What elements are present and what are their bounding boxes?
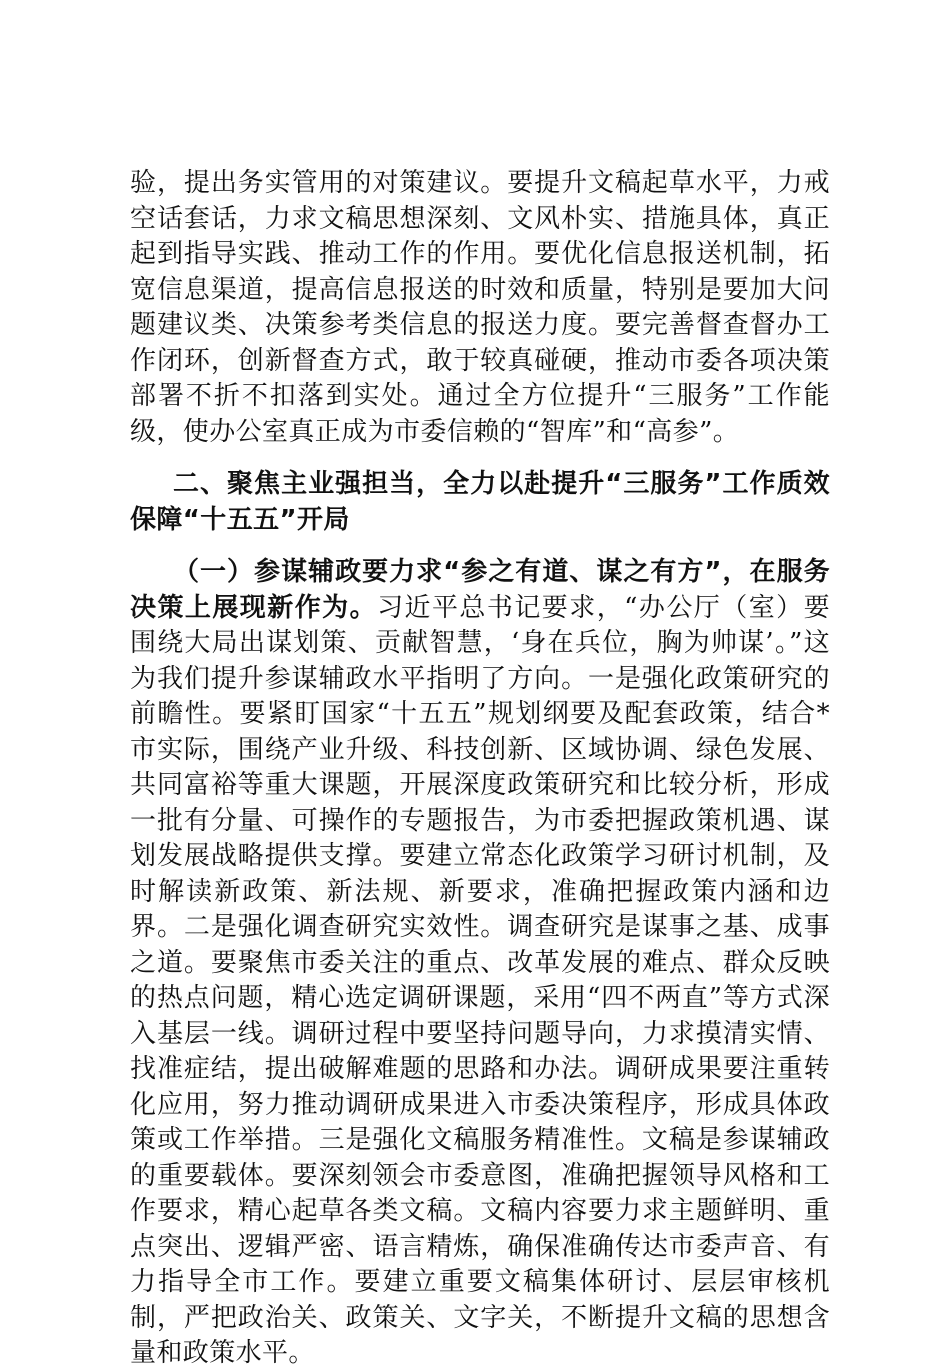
subsection-lead: （一）参谋辅政要力求“参之有道、谋之有方”，在服务决策上展现新作为。: [130, 557, 830, 623]
body-paragraph: 验，提出务实管用的对策建议。要提升文稿起草水平，力戒空话套话，力求文稿思想深刻、文风朴实、措施具体，真正起到指导实践、推动工作的作用。要优化信息报送机制，拓宽信息渠道，提高信息报送的时效和质量，特别是要加大问题建议类、决策参考类信息的报送力度。要完善督查督办工作闭环，创新督查方式，敢于较真碰硬，推动市委各项决策部署不折不扣落到实处。通过全方位提升“三服务”工作能级，使办公室真正成为市委信赖的“智库”和“高参”。: [130, 168, 830, 447]
subsection-paragraph: [130, 555, 830, 1372]
subsection-body: 习近平总书记要求，“办公厅（室）要围绕大局出谋划策、贡献智慧，‘身在兵位，胸为帅谋’。”这为我们提升参谋辅政水平指明了方向。一是强化政策研究的前瞻性。要紧盯国家“十五五”规划纲要及配套政策，结合*市实际，围绕产业升级、科技创新、区域协调、绿色发展、共同富裕等重大课题，开展深度政策研究和比较分析，形成一批有分量、可操作的专题报告，为市委把握政策机遇、谋划发展战略提供支撑。要建立常态化政策学习研讨机制，及时解读新政策、新法规、新要求，准确把握政策内涵和边界。二是强化调查研究实效性。调查研究是谋事之基、成事之道。要聚焦市委关注的重点、改革发展的难点、群众反映的热点问题，精心选定调研课题，采用“四不两直”等方式深入基层一线。调研过程中要坚持问题导向，力求摸清实情、找准症结，提出破解难题的思路和办法。调研成果要注重转化应用，努力推动调研成果进入市委决策程序，形成具体政策或工作举措。三是强化文稿服务精准性。文稿是参谋辅政的重要载体。要深刻领会市委意图，准确把握领导风格和工作要求，精心起草各类文稿。文稿内容要力求主题鲜明、重点突出、逻辑严密、语言精炼，确保准确传达市委声音、有力指导全市工作。要建立重要文稿集体研讨、层层审核机制，严把政治关、政策关、文字关，不断提升文稿的思想含量和政策水平。: [130, 592, 831, 1368]
document-body: [130, 166, 830, 1372]
section-heading: 二、聚焦主业强担当，全力以赴提升“三服务”工作质效保障“十五五”开局: [130, 469, 830, 535]
